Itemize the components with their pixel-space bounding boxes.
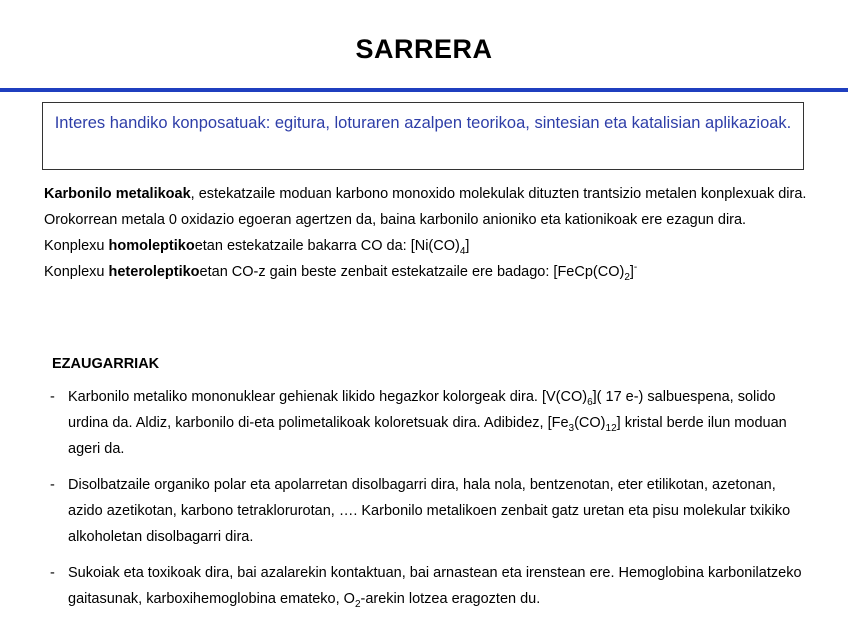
list-item — [50, 472, 810, 550]
term-homoleptiko: homoleptiko — [108, 238, 195, 254]
homoleptic-subscript: 4 — [459, 245, 466, 257]
feature-1-text-c: (CO) — [574, 415, 606, 431]
feature-1-subscript-3: 12 — [605, 422, 617, 434]
term-heteroleptiko: heteroleptiko — [108, 264, 200, 280]
feature-2-text: Disolbatzaile organiko polar eta apolarretan disolbagarri dira, hala nola, bentzenotan, eter etilikotan, azetonan, azido azetikotan, karbono tetraklorurotan, …. Karbonilo metalikoen zenbait gatz uretan eta pisu molekular txikiko alkoholetan disolbagarri dira. — [68, 477, 791, 545]
page-title: SARRERA — [355, 34, 493, 64]
feature-3-subscript: 2 — [354, 598, 361, 610]
homoleptic-text: etan estekatzaile bakarra CO da: [Ni(CO) — [194, 238, 460, 254]
heteroleptic-end: ] — [629, 264, 634, 280]
summary-text: Interes handiko konposatuak: egitura, loturaren azalpen teorikoa, sintesian eta katalisian aplikazioak. — [54, 114, 792, 132]
section-heading-ezaugarriak: EZAUGARRIAK — [52, 356, 160, 372]
feature-1-subscript-2: 3 — [568, 422, 575, 434]
heteroleptic-prefix: Konplexu — [44, 264, 109, 280]
intro-paragraph — [44, 181, 814, 233]
feature-1-text-d: ] kristal berde ilun moduan ageri da. — [68, 415, 787, 457]
title-divider — [0, 88, 848, 92]
feature-3-text-b: -arekin lotzea eragozten du. — [360, 591, 541, 607]
feature-3-text-a: Sukoiak eta toxikoak dira, bai azalarekin kontaktuan, bai arnastean eta irenstean ere. Hemoglobina karbonilatzeko gaitasunak, karboxihemoglobina emateko, O — [68, 565, 802, 607]
heteroleptic-subscript: 2 — [624, 271, 630, 283]
list-item — [50, 384, 810, 462]
heteroleptic-superscript: - — [633, 262, 638, 274]
homoleptic-line — [44, 233, 814, 259]
summary-box — [42, 102, 804, 170]
list-item — [50, 560, 810, 612]
intro-section — [44, 181, 814, 285]
homoleptic-prefix: Konplexu — [44, 238, 109, 254]
term-karbonilo-metalikoak: Karbonilo metalikoak — [44, 186, 191, 202]
feature-1-text-b: ]( 17 e-) salbuespena, solido urdina da. Aldiz, karbonilo di-eta polimetalikoak koloretsuak dira. Adibidez, [Fe — [68, 389, 776, 431]
homoleptic-end: ] — [465, 238, 470, 254]
feature-1-text-a: Karbonilo metaliko mononuklear gehienak likido hegazkor kolorgeak dira. [V(CO) — [68, 389, 588, 405]
heteroleptic-text: etan CO-z gain beste zenbait estekatzaile ere badago: [FeCp(CO) — [199, 264, 625, 280]
feature-1-subscript-1: 6 — [587, 396, 593, 408]
features-list — [50, 384, 810, 622]
heteroleptic-line — [44, 259, 814, 285]
intro-paragraph-text: , estekatzaile moduan karbono monoxido molekulak dituzten trantsizio metalen konplexuak dira. Orokorrean metala 0 oxidazio egoeran agertzen da, baina karbonilo anioniko eta kationikoak ere ezagun dira. — [44, 186, 807, 228]
